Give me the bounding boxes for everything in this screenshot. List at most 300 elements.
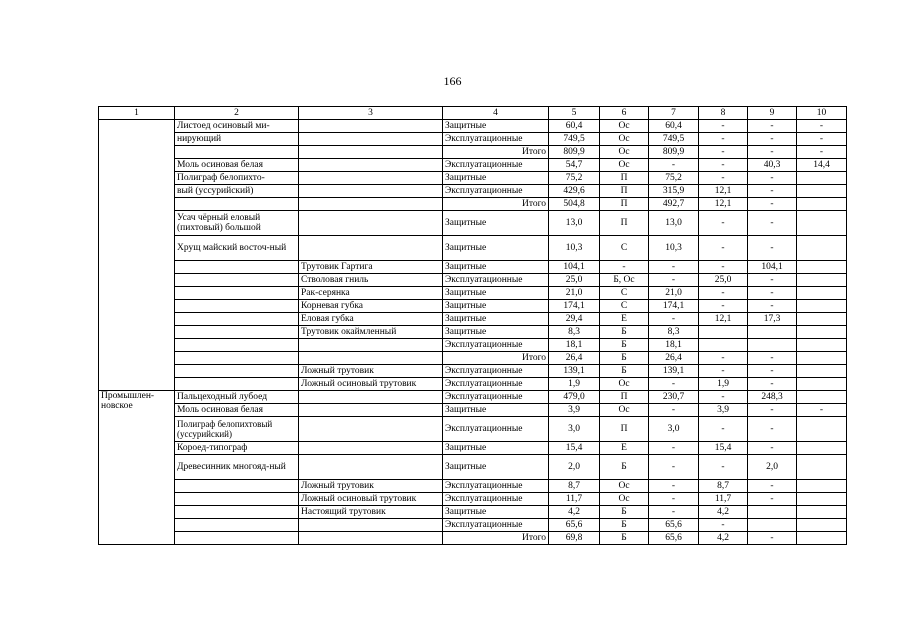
pest-name-cell [175, 378, 299, 391]
value-cell: 104,1 [748, 261, 797, 274]
value-cell [797, 417, 847, 442]
disease-name-cell: Стволовая гниль [299, 274, 443, 287]
value-cell: 69,8 [549, 532, 600, 545]
pest-name-cell: нирующий [175, 133, 299, 146]
value-cell: - [699, 365, 748, 378]
value-cell: - [748, 442, 797, 455]
table-row [99, 326, 847, 339]
header-cell: 7 [649, 107, 699, 120]
value-cell: Ос [600, 493, 649, 506]
value-cell [797, 339, 847, 352]
value-cell [797, 313, 847, 326]
forest-category-cell: Защитные [443, 404, 549, 417]
value-cell: 174,1 [649, 300, 699, 313]
pest-name-cell: Моль осиновая белая [175, 404, 299, 417]
value-cell: - [748, 417, 797, 442]
value-cell: 3,0 [649, 417, 699, 442]
value-cell: 18,1 [549, 339, 600, 352]
disease-name-cell [299, 352, 443, 365]
value-cell: 8,3 [649, 326, 699, 339]
value-cell: - [600, 261, 649, 274]
value-cell: 29,4 [549, 313, 600, 326]
value-cell: - [699, 300, 748, 313]
value-cell [797, 352, 847, 365]
value-cell: П [600, 417, 649, 442]
table-row [99, 133, 847, 146]
table-row [99, 532, 847, 545]
value-cell: - [797, 146, 847, 159]
value-cell: 809,9 [549, 146, 600, 159]
value-cell: С [600, 236, 649, 261]
value-cell: 11,7 [549, 493, 600, 506]
header-cell: 8 [699, 107, 748, 120]
value-cell: - [748, 480, 797, 493]
value-cell: 8,7 [699, 480, 748, 493]
value-cell: Ос [600, 378, 649, 391]
value-cell: 4,2 [699, 506, 748, 519]
forest-category-cell: Эксплуатационные [443, 133, 549, 146]
pest-name-cell [175, 198, 299, 211]
value-cell [797, 493, 847, 506]
value-cell: 809,9 [649, 146, 699, 159]
pest-name-cell [175, 352, 299, 365]
pest-name-cell [175, 146, 299, 159]
value-cell: Б [600, 455, 649, 480]
value-cell: - [699, 211, 748, 236]
value-cell [797, 211, 847, 236]
value-cell: Ос [600, 146, 649, 159]
pest-name-cell [175, 365, 299, 378]
value-cell: П [600, 172, 649, 185]
value-cell: - [649, 442, 699, 455]
table-row [99, 236, 847, 261]
value-cell: - [649, 455, 699, 480]
disease-name-cell [299, 442, 443, 455]
header-cell: 3 [299, 107, 443, 120]
pest-name-cell [175, 287, 299, 300]
value-cell [797, 378, 847, 391]
forest-category-cell: Эксплуатационные [443, 519, 549, 532]
disease-name-cell: Настоящий трутовик [299, 506, 443, 519]
forest-category-cell: Эксплуатационные [443, 480, 549, 493]
value-cell: 21,0 [549, 287, 600, 300]
value-cell [797, 198, 847, 211]
forest-category-cell: Защитные [443, 506, 549, 519]
forest-category-cell: Защитные [443, 287, 549, 300]
forest-category-cell: Защитные [443, 455, 549, 480]
value-cell: 10,3 [549, 236, 600, 261]
header-cell: 5 [549, 107, 600, 120]
value-cell: 12,1 [699, 313, 748, 326]
disease-name-cell [299, 172, 443, 185]
table-row [99, 300, 847, 313]
table-row [99, 365, 847, 378]
disease-name-cell [299, 391, 443, 404]
value-cell: - [699, 236, 748, 261]
forest-category-cell: Защитные [443, 313, 549, 326]
value-cell: Ос [600, 120, 649, 133]
table-row [99, 378, 847, 391]
value-cell [748, 506, 797, 519]
value-cell: Б [600, 365, 649, 378]
value-cell: 40,3 [748, 159, 797, 172]
value-cell: 65,6 [649, 532, 699, 545]
disease-name-cell: Еловая губка [299, 313, 443, 326]
table-row [99, 493, 847, 506]
value-cell [797, 532, 847, 545]
disease-name-cell [299, 185, 443, 198]
data-table [98, 106, 847, 545]
value-cell: 8,7 [549, 480, 600, 493]
table-row [99, 146, 847, 159]
value-cell: - [748, 404, 797, 417]
disease-name-cell [299, 198, 443, 211]
value-cell: Ос [600, 159, 649, 172]
value-cell: - [699, 352, 748, 365]
pest-name-cell: Хрущ майский восточ-ный [175, 236, 299, 261]
value-cell: Б [600, 532, 649, 545]
value-cell: - [699, 287, 748, 300]
value-cell: П [600, 211, 649, 236]
table-row [99, 506, 847, 519]
table-row [99, 339, 847, 352]
disease-name-cell [299, 211, 443, 236]
forest-category-cell: Эксплуатационные [443, 365, 549, 378]
forest-category-cell: Итого [443, 352, 549, 365]
value-cell: Б [600, 339, 649, 352]
forest-category-cell: Итого [443, 146, 549, 159]
disease-name-cell: Ложный трутовик [299, 365, 443, 378]
value-cell: Ос [600, 480, 649, 493]
header-cell: 1 [99, 107, 175, 120]
value-cell: - [748, 236, 797, 261]
forest-category-cell: Защитные [443, 326, 549, 339]
forest-category-cell: Защитные [443, 300, 549, 313]
forest-category-cell: Итого [443, 532, 549, 545]
value-cell [797, 274, 847, 287]
table-row [99, 172, 847, 185]
header-cell: 9 [748, 107, 797, 120]
value-cell: - [748, 172, 797, 185]
value-cell [797, 391, 847, 404]
value-cell: - [649, 274, 699, 287]
disease-name-cell [299, 519, 443, 532]
value-cell: 60,4 [649, 120, 699, 133]
value-cell: - [748, 365, 797, 378]
forest-category-cell: Защитные [443, 211, 549, 236]
page-number: 166 [443, 74, 462, 88]
disease-name-cell: Трутовик Гартига [299, 261, 443, 274]
value-cell [699, 326, 748, 339]
value-cell: Ос [600, 404, 649, 417]
value-cell: Е [600, 442, 649, 455]
value-cell: 54,7 [549, 159, 600, 172]
value-cell: - [699, 146, 748, 159]
value-cell: - [748, 532, 797, 545]
value-cell: 13,0 [549, 211, 600, 236]
value-cell: - [748, 211, 797, 236]
pest-name-cell [175, 480, 299, 493]
value-cell [748, 326, 797, 339]
value-cell: 12,1 [699, 198, 748, 211]
value-cell: - [797, 120, 847, 133]
value-cell [797, 506, 847, 519]
table-row [99, 198, 847, 211]
forest-category-cell: Защитные [443, 120, 549, 133]
table-row [99, 313, 847, 326]
header-row [99, 107, 847, 120]
value-cell: П [600, 198, 649, 211]
value-cell: - [748, 185, 797, 198]
value-cell: Е [600, 313, 649, 326]
value-cell: - [699, 391, 748, 404]
forest-category-cell: Защитные [443, 236, 549, 261]
table-row [99, 185, 847, 198]
value-cell: 14,4 [797, 159, 847, 172]
table-row [99, 417, 847, 442]
value-cell: 18,1 [649, 339, 699, 352]
pest-name-cell: Полиграф белопихто- [175, 172, 299, 185]
pest-name-cell [175, 274, 299, 287]
value-cell: Б, Ос [600, 274, 649, 287]
pest-name-cell [175, 261, 299, 274]
value-cell [797, 365, 847, 378]
region-cell: Промышлен-новское [99, 391, 175, 545]
value-cell: - [699, 261, 748, 274]
value-cell: - [748, 287, 797, 300]
value-cell: 4,2 [699, 532, 748, 545]
value-cell: - [748, 133, 797, 146]
value-cell: - [748, 300, 797, 313]
value-cell: 479,0 [549, 391, 600, 404]
value-cell [699, 339, 748, 352]
value-cell: 4,2 [549, 506, 600, 519]
disease-name-cell [299, 236, 443, 261]
value-cell [797, 442, 847, 455]
region-cell [99, 120, 175, 391]
value-cell: - [649, 313, 699, 326]
value-cell: - [649, 378, 699, 391]
value-cell: 75,2 [549, 172, 600, 185]
value-cell: 8,3 [549, 326, 600, 339]
value-cell [797, 185, 847, 198]
value-cell: 504,8 [549, 198, 600, 211]
disease-name-cell: Ложный осиновый трутовик [299, 378, 443, 391]
table-row [99, 287, 847, 300]
value-cell: 75,2 [649, 172, 699, 185]
forest-category-cell: Эксплуатационные [443, 159, 549, 172]
value-cell: - [649, 159, 699, 172]
value-cell: 749,5 [549, 133, 600, 146]
disease-name-cell: Трутовик окаймленный [299, 326, 443, 339]
value-cell: П [600, 185, 649, 198]
pest-name-cell [175, 506, 299, 519]
value-cell: 315,9 [649, 185, 699, 198]
value-cell: 15,4 [699, 442, 748, 455]
value-cell: Б [600, 326, 649, 339]
value-cell [797, 236, 847, 261]
value-cell: - [797, 404, 847, 417]
value-cell: 1,9 [699, 378, 748, 391]
table-row [99, 159, 847, 172]
table-row [99, 519, 847, 532]
pest-name-cell: Листоед осиновый ми- [175, 120, 299, 133]
value-cell: - [748, 120, 797, 133]
value-cell: 17,3 [748, 313, 797, 326]
value-cell: Б [600, 506, 649, 519]
value-cell [748, 339, 797, 352]
value-cell: - [699, 159, 748, 172]
value-cell: Б [600, 352, 649, 365]
value-cell [797, 261, 847, 274]
value-cell: 230,7 [649, 391, 699, 404]
value-cell [797, 519, 847, 532]
value-cell: - [649, 404, 699, 417]
forest-category-cell: Эксплуатационные [443, 274, 549, 287]
table-row [99, 261, 847, 274]
value-cell: 21,0 [649, 287, 699, 300]
value-cell [797, 455, 847, 480]
value-cell: - [748, 198, 797, 211]
value-cell: 65,6 [549, 519, 600, 532]
value-cell: 248,3 [748, 391, 797, 404]
value-cell: 26,4 [649, 352, 699, 365]
value-cell: - [699, 455, 748, 480]
value-cell: - [649, 506, 699, 519]
value-cell: - [699, 120, 748, 133]
disease-name-cell [299, 532, 443, 545]
value-cell: 10,3 [649, 236, 699, 261]
header-cell: 10 [797, 107, 847, 120]
disease-name-cell [299, 417, 443, 442]
value-cell: 429,6 [549, 185, 600, 198]
value-cell [748, 519, 797, 532]
value-cell: - [649, 261, 699, 274]
value-cell: - [748, 378, 797, 391]
disease-name-cell [299, 133, 443, 146]
table-row [99, 404, 847, 417]
pest-name-cell: Древесинник многояд-ный [175, 455, 299, 480]
value-cell: 1,9 [549, 378, 600, 391]
table-row [99, 120, 847, 133]
value-cell: 2,0 [748, 455, 797, 480]
pest-name-cell: Усач чёрный еловый (пихтовый) большой [175, 211, 299, 236]
forest-category-cell: Эксплуатационные [443, 378, 549, 391]
value-cell: - [748, 274, 797, 287]
value-cell: 104,1 [549, 261, 600, 274]
value-cell: - [699, 133, 748, 146]
disease-name-cell: Рак-серянка [299, 287, 443, 300]
value-cell: - [649, 493, 699, 506]
forest-category-cell: Защитные [443, 261, 549, 274]
value-cell: 13,0 [649, 211, 699, 236]
value-cell: - [797, 133, 847, 146]
forest-category-cell: Эксплуатационные [443, 391, 549, 404]
disease-name-cell [299, 146, 443, 159]
value-cell: 492,7 [649, 198, 699, 211]
value-cell: - [699, 417, 748, 442]
pest-name-cell [175, 519, 299, 532]
value-cell: 25,0 [549, 274, 600, 287]
table-row [99, 274, 847, 287]
value-cell: 139,1 [649, 365, 699, 378]
table-row [99, 352, 847, 365]
value-cell: 3,0 [549, 417, 600, 442]
value-cell: 11,7 [699, 493, 748, 506]
disease-name-cell: Корневая губка [299, 300, 443, 313]
forest-category-cell: Эксплуатационные [443, 339, 549, 352]
pest-name-cell [175, 339, 299, 352]
disease-name-cell [299, 404, 443, 417]
forest-category-cell: Эксплуатационные [443, 185, 549, 198]
disease-name-cell: Ложный трутовик [299, 480, 443, 493]
forest-category-cell: Эксплуатационные [443, 493, 549, 506]
value-cell: - [748, 493, 797, 506]
disease-name-cell [299, 120, 443, 133]
table-row [99, 391, 847, 404]
pest-name-cell: Короед-типограф [175, 442, 299, 455]
pest-name-cell: Моль осиновая белая [175, 159, 299, 172]
disease-name-cell: Ложный осиновый трутовик [299, 493, 443, 506]
value-cell [797, 480, 847, 493]
header-cell: 4 [443, 107, 549, 120]
value-cell: 12,1 [699, 185, 748, 198]
value-cell: 174,1 [549, 300, 600, 313]
pest-name-cell [175, 313, 299, 326]
header-cell: 6 [600, 107, 649, 120]
pest-name-cell: вый (уссурийский) [175, 185, 299, 198]
forest-category-cell: Эксплуатационные [443, 417, 549, 442]
value-cell: П [600, 391, 649, 404]
pest-name-cell [175, 493, 299, 506]
value-cell: 749,5 [649, 133, 699, 146]
value-cell: 60,4 [549, 120, 600, 133]
pest-name-cell [175, 326, 299, 339]
value-cell: - [748, 146, 797, 159]
value-cell [797, 172, 847, 185]
value-cell: 2,0 [549, 455, 600, 480]
forest-category-cell: Защитные [443, 442, 549, 455]
disease-name-cell [299, 159, 443, 172]
value-cell: Б [600, 519, 649, 532]
value-cell: С [600, 300, 649, 313]
table-row [99, 480, 847, 493]
value-cell: С [600, 287, 649, 300]
value-cell: 25,0 [699, 274, 748, 287]
value-cell: 26,4 [549, 352, 600, 365]
table-row [99, 211, 847, 236]
value-cell: - [649, 480, 699, 493]
disease-name-cell [299, 339, 443, 352]
value-cell: - [748, 352, 797, 365]
value-cell: - [699, 519, 748, 532]
pest-name-cell [175, 532, 299, 545]
pest-name-cell [175, 300, 299, 313]
forest-category-cell: Защитные [443, 172, 549, 185]
value-cell: 3,9 [699, 404, 748, 417]
value-cell [797, 326, 847, 339]
value-cell: 65,6 [649, 519, 699, 532]
disease-name-cell [299, 455, 443, 480]
table-row [99, 442, 847, 455]
value-cell: 139,1 [549, 365, 600, 378]
pest-name-cell: Пальцеходный лубоед [175, 391, 299, 404]
pest-name-cell: Полиграф белопихтовый (уссурийский) [175, 417, 299, 442]
value-cell: 3,9 [549, 404, 600, 417]
value-cell [797, 300, 847, 313]
value-cell [797, 287, 847, 300]
header-cell: 2 [175, 107, 299, 120]
